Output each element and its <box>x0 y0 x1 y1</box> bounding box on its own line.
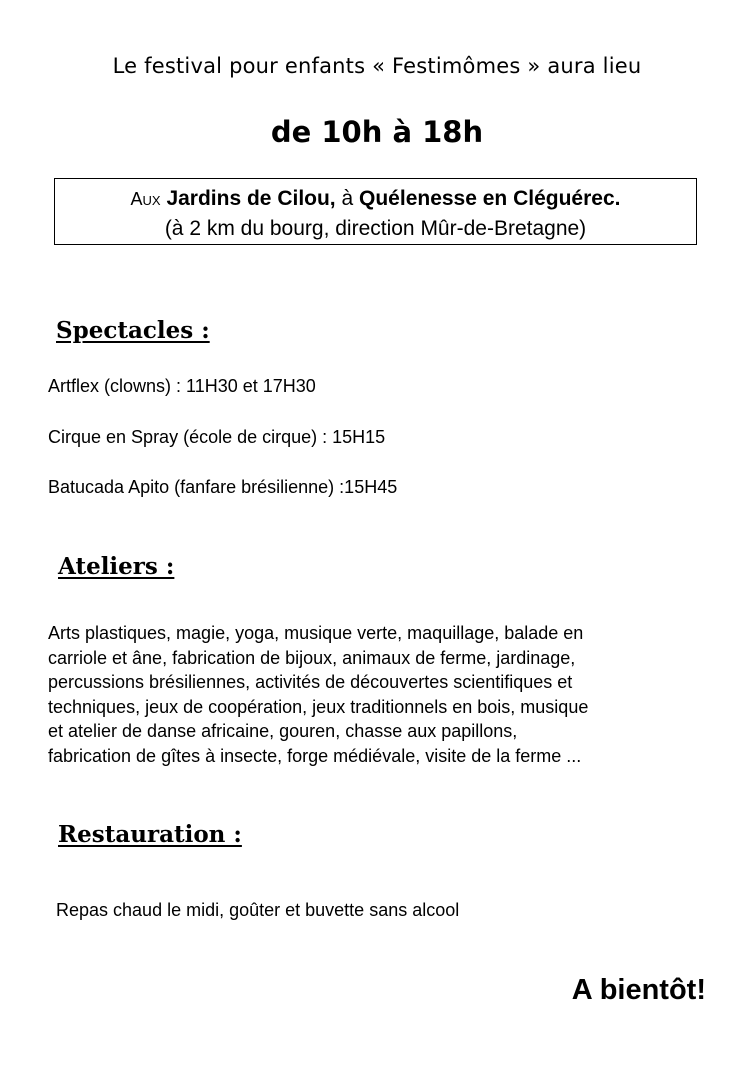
ateliers-line: carriole et âne, fabrication de bijoux, animaux de ferme, jardinage, <box>48 647 576 668</box>
festival-announcement: Le festival pour enfants « Festimômes » aura lieu <box>112 54 642 78</box>
ateliers-line: Arts plastiques, magie, yoga, musique verte, maquillage, balade en <box>48 623 584 643</box>
ateliers-heading: Ateliers : <box>58 553 175 580</box>
spectacles-heading: Spectacles : <box>56 317 210 344</box>
location-directions: (à 2 km du bourg, direction Mûr-de-Bretagne) <box>164 217 587 240</box>
ateliers-line: et atelier de danse africaine, gouren, chasse aux papillons, <box>48 721 518 741</box>
festival-hours: de 10h à 18h <box>270 115 484 149</box>
location-connector: à <box>341 187 354 210</box>
ateliers-list <box>48 621 713 768</box>
location-place: Quélenesse en Cléguérec. <box>359 187 621 210</box>
ateliers-line: techniques, jeux de coopération, jeux traditionnels en bois, musique <box>48 696 589 717</box>
location-box <box>54 178 697 245</box>
closing-message: A bientôt! <box>571 974 706 1006</box>
ateliers-line: fabrication de gîtes à insecte, forge médiévale, visite de la ferme ... <box>48 745 582 766</box>
ateliers-line: percussions brésiliennes, activités de découvertes scientifiques et <box>48 672 573 692</box>
location-line <box>55 184 696 214</box>
restauration-heading: Restauration : <box>58 821 242 848</box>
location-venue: Jardins de Cilou, <box>166 187 336 210</box>
spectacle-item: Batucada Apito (fanfare brésilienne) :15H45 <box>48 477 398 497</box>
restauration-text: Repas chaud le midi, goûter et buvette sans alcool <box>56 900 460 920</box>
spectacle-item: Cirque en Spray (école de cirque) : 15H15 <box>48 427 386 447</box>
location-prefix: Aux <box>130 189 161 209</box>
spectacle-item: Artflex (clowns) : 11H30 et 17H30 <box>48 376 316 396</box>
